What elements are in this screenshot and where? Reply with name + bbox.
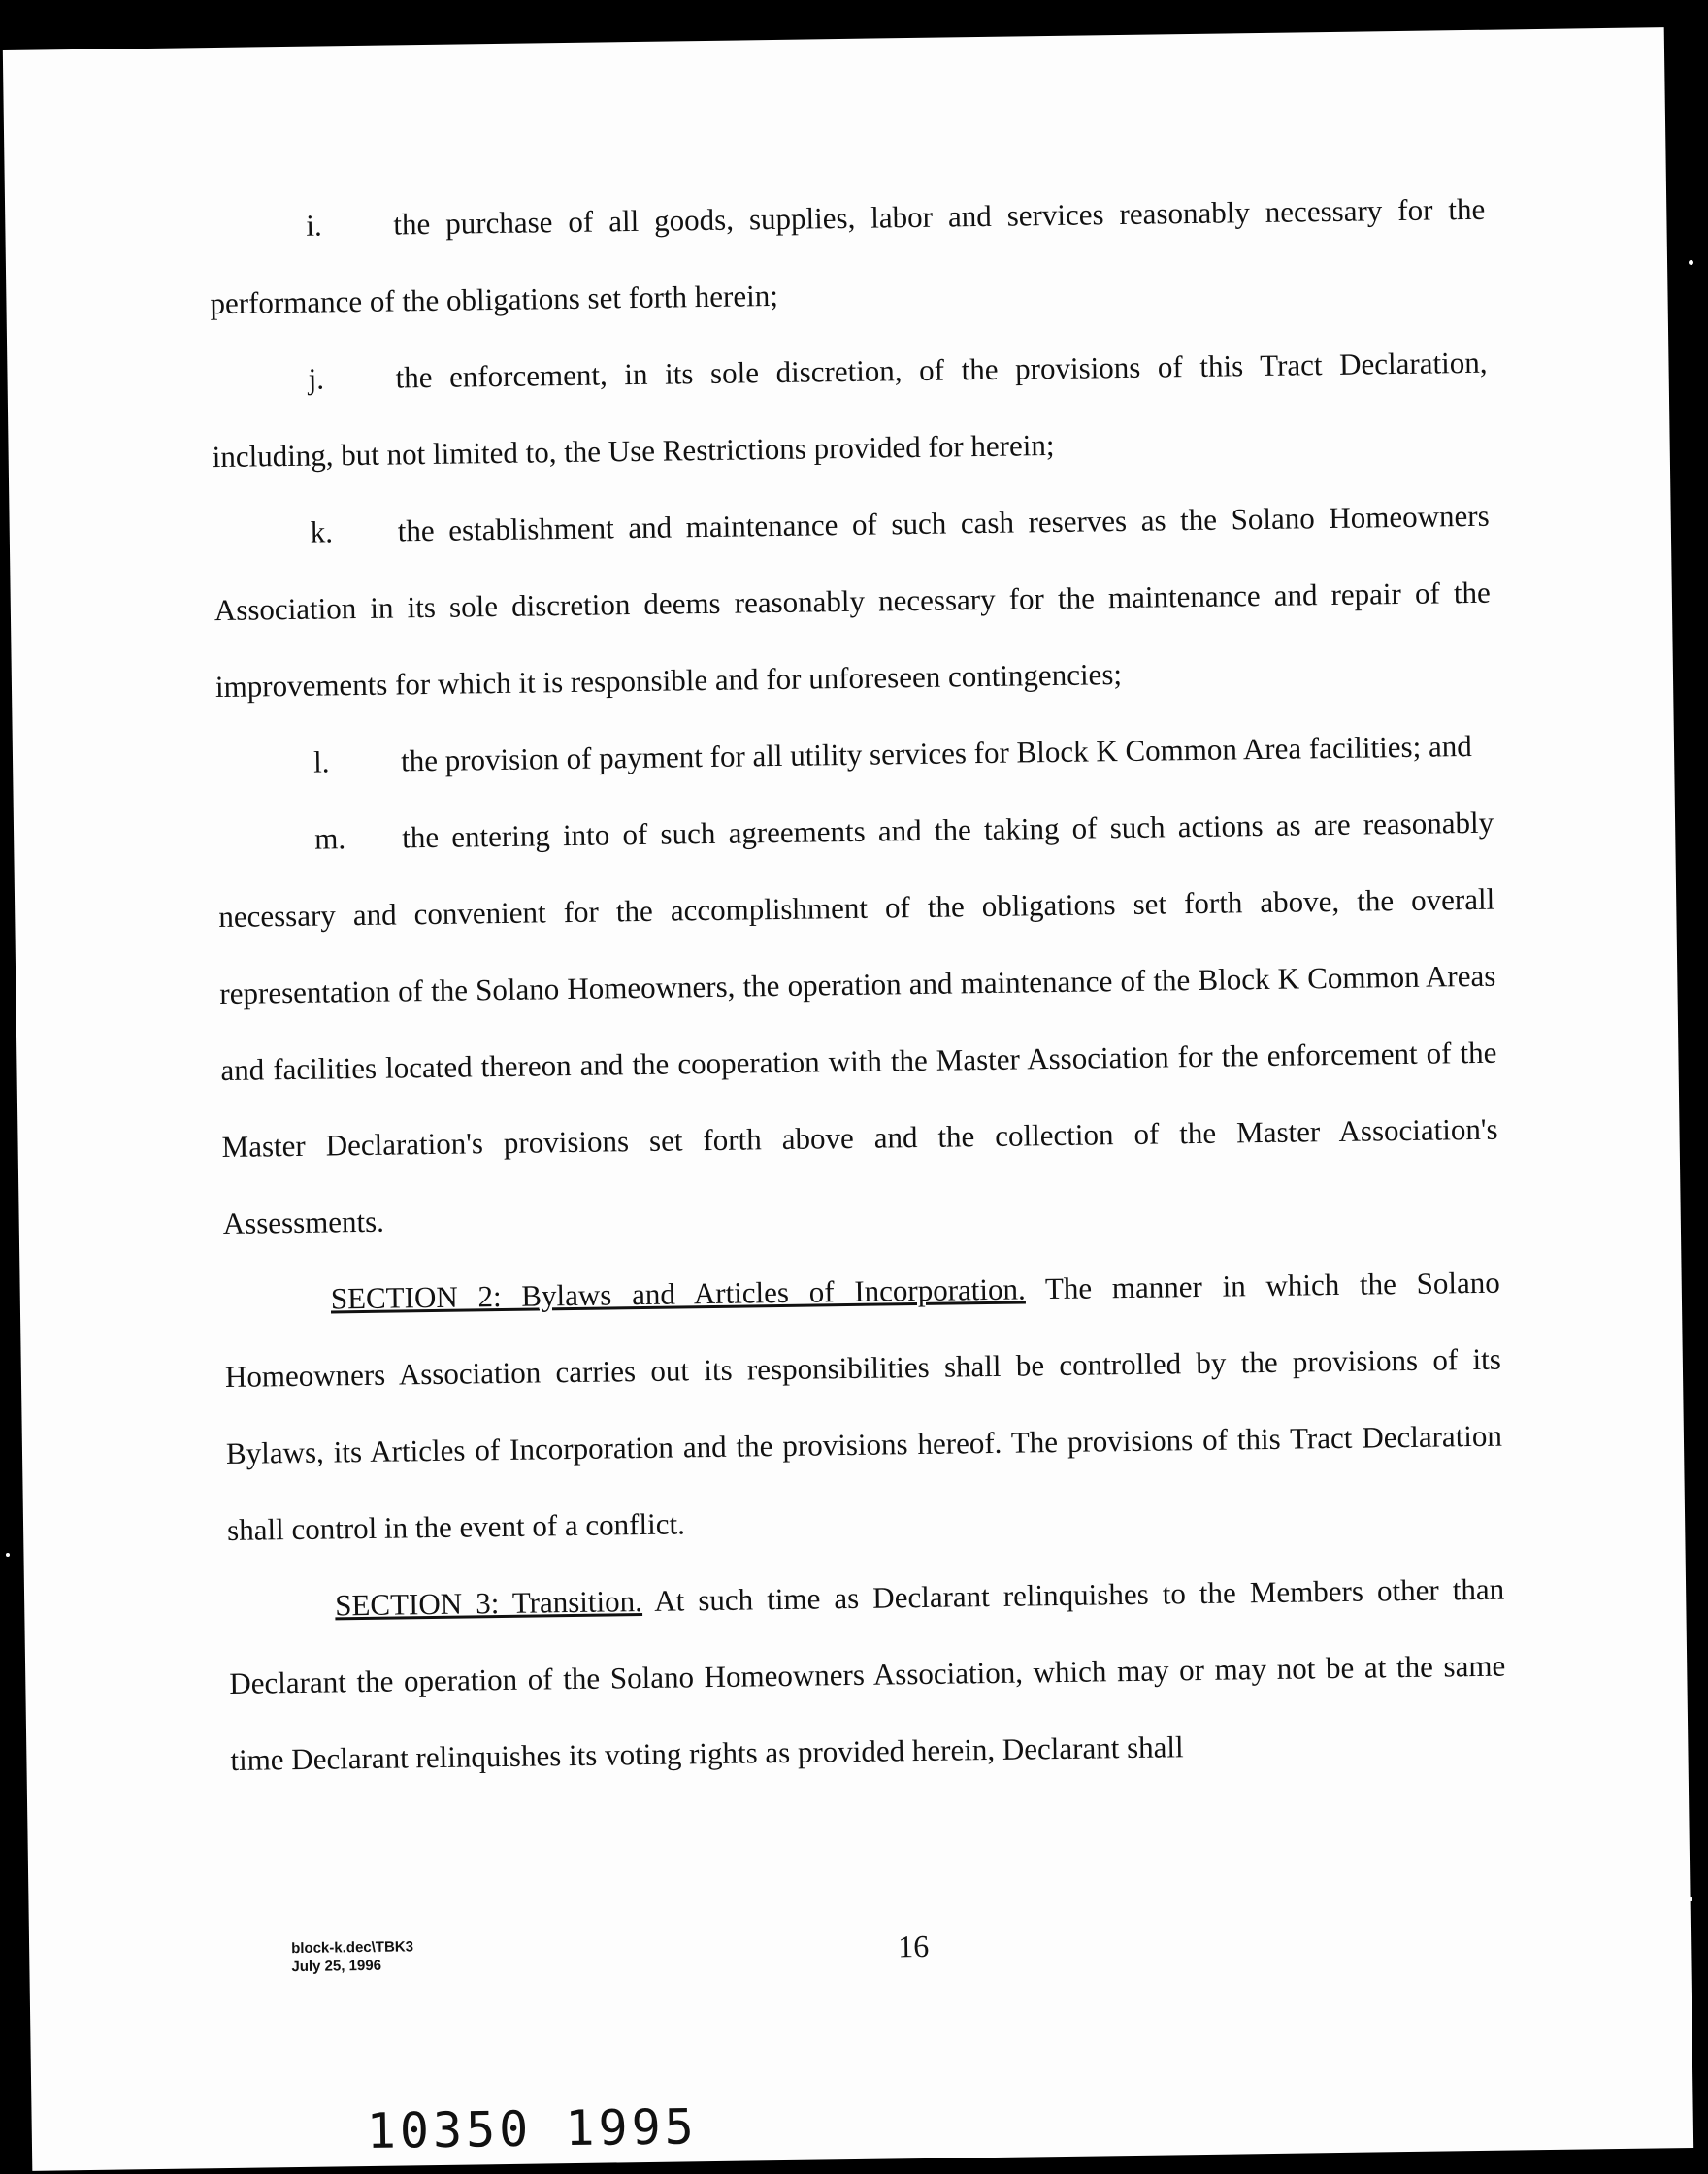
page-number: 16 bbox=[897, 1927, 930, 1964]
list-item-m bbox=[217, 784, 1499, 1262]
scan-speck bbox=[1689, 260, 1693, 265]
list-item-text: the purchase of all goods, supplies, labor and services reasonably necessary for the performance of the obligations set forth herein; bbox=[210, 191, 1486, 321]
document-stamp-number: 10350 1995 bbox=[366, 2098, 699, 2160]
list-marker: m. bbox=[313, 821, 346, 856]
section-2-text: The manner in which the Solano Homeowners Association carries out its responsibilities shall be controlled by the provisions of its Bylaws, its Articles of Incorporation and the provisions hereof. The provisions of this Tract Declaration shall control in the event of a conflict. bbox=[224, 1265, 1503, 1547]
list-marker: i. bbox=[306, 208, 322, 243]
section-2-heading: SECTION 2: Bylaws and Articles of Incorporation. bbox=[330, 1271, 1026, 1316]
list-item-j bbox=[211, 324, 1489, 495]
section-2-paragraph bbox=[223, 1244, 1503, 1568]
footer-file-ref: block-k.dec\TBK3 bbox=[291, 1938, 414, 1958]
list-item-k bbox=[213, 478, 1492, 725]
footer-date: July 25, 1996 bbox=[291, 1957, 382, 1976]
list-item-text: the establishment and maintenance of such cash reserves as the Solano Homeowners Association in its sole discretion deems reasonably necessary for the maintenance and repair of the improvements for which it is responsible and for unforeseen contingencies; bbox=[214, 498, 1492, 705]
scan-speck bbox=[6, 1553, 10, 1557]
section-3-heading: SECTION 3: Transition. bbox=[334, 1584, 643, 1623]
footer-file-reference bbox=[291, 1937, 413, 1976]
scan-speck bbox=[1689, 1897, 1692, 1901]
list-marker: l. bbox=[312, 744, 330, 779]
list-marker: k. bbox=[310, 514, 334, 549]
list-marker: j. bbox=[308, 361, 325, 396]
section-3-text: At such time as Declarant relinquishes to the Members other than Declarant the operation of the Solano Homeowners Association, which may or may not be at the same time Declarant relinquishes its voting rights as provided herein, Declarant shall bbox=[229, 1571, 1506, 1777]
list-item-i bbox=[209, 171, 1487, 342]
list-item-text: the provision of payment for all utility services for Block K Common Area facilities; and bbox=[400, 728, 1472, 778]
section-3-paragraph bbox=[228, 1551, 1507, 1798]
document-page bbox=[3, 27, 1693, 2171]
document-body bbox=[209, 171, 1507, 1798]
list-item-text: the entering into of such agreements and the taking of such actions as are reasonably necessary and convenient for the accomplishment of the obligations set forth above, the overall representation of the Solano Homeowners, the operation and maintenance of the Block K Common Areas and facilities located thereon and the cooperation with the Master Association for the enforcement of the Master Declaration's provisions set forth above and the collection of the Master Association's Assessments. bbox=[218, 805, 1498, 1241]
list-item-text: the enforcement, in its sole discretion, of the provisions of this Tract Declaration, including, but not limited to, the Use Restrictions provided for herein; bbox=[212, 345, 1488, 475]
